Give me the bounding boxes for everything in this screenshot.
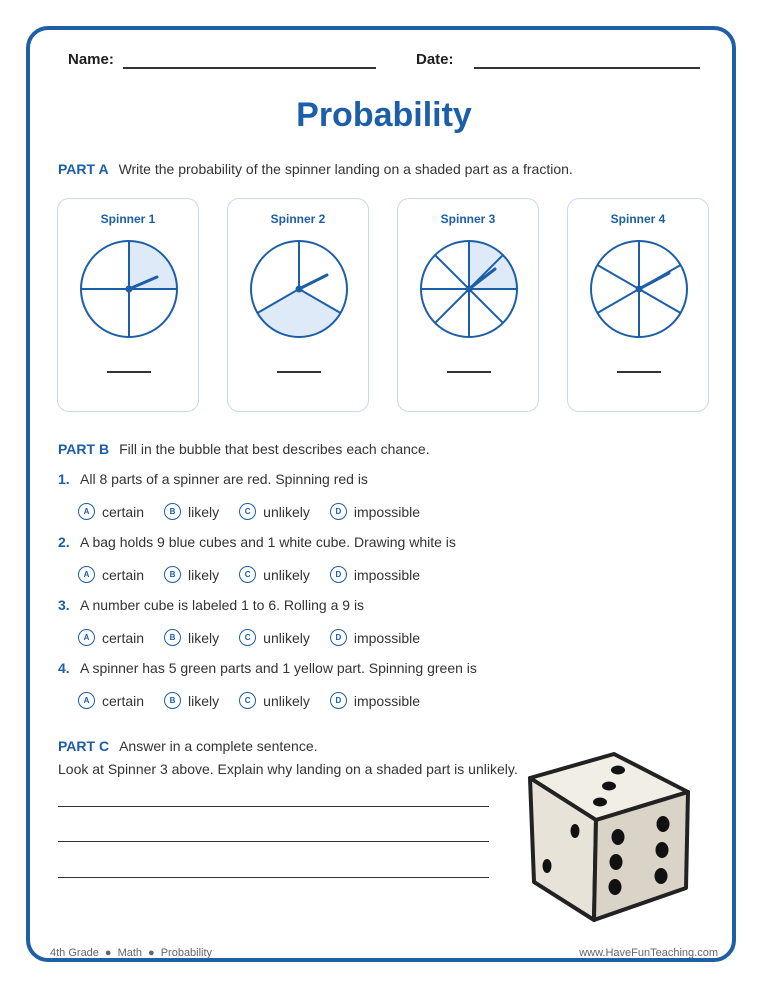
bubble-c[interactable]: C (239, 692, 256, 709)
option-text: certain (102, 566, 145, 583)
question-number: 3. (58, 597, 70, 613)
part-c-prompt: Look at Spinner 3 above. Explain why landing on a shaded part is unlikely. (58, 761, 518, 777)
option-text: likely (188, 503, 220, 520)
bubble-a[interactable]: A (78, 629, 95, 646)
part-a-instruction: Write the probability of the spinner landing on a shaded part as a fraction. (118, 161, 573, 177)
name-field[interactable] (123, 67, 376, 69)
answer-blank[interactable] (617, 371, 661, 373)
part-a-tag: PART A (58, 161, 109, 177)
answer-line-3[interactable] (58, 877, 489, 878)
spinner-label: Spinner 3 (440, 212, 496, 226)
spinner-label: Spinner 4 (610, 212, 666, 226)
option-text: impossible (353, 692, 420, 709)
option-text: likely (188, 629, 220, 646)
option-text: impossible (353, 629, 420, 646)
spinner-card-1 (57, 198, 199, 412)
bubble-c[interactable]: C (239, 566, 256, 583)
bubble-b[interactable]: B (164, 566, 181, 583)
option-b[interactable] (164, 503, 219, 520)
spinner-4-graphic (589, 239, 689, 339)
spinner-card-4 (567, 198, 709, 412)
option-a[interactable] (78, 503, 144, 520)
option-c[interactable] (239, 566, 310, 583)
option-text: certain (102, 503, 145, 520)
part-c-instruction: Answer in a complete sentence. (119, 738, 318, 754)
option-c[interactable] (239, 629, 310, 646)
bubble-d[interactable]: D (330, 566, 347, 583)
option-c[interactable] (239, 692, 310, 709)
part-c-heading (58, 738, 318, 754)
bubble-b[interactable]: B (164, 503, 181, 520)
option-a[interactable] (78, 566, 144, 583)
option-d[interactable] (330, 503, 420, 520)
option-text: certain (102, 629, 145, 646)
part-b-instruction: Fill in the bubble that best describes each chance. (119, 441, 430, 457)
option-b[interactable] (164, 629, 219, 646)
question-1-options (78, 503, 440, 520)
answer-blank[interactable] (107, 371, 151, 373)
spinner-label: Spinner 2 (270, 212, 326, 226)
option-c[interactable] (239, 503, 310, 520)
answer-line-1[interactable] (58, 806, 489, 807)
question-text: A number cube is labeled 1 to 6. Rolling a 9 is (80, 597, 365, 613)
bubble-d[interactable]: D (330, 503, 347, 520)
option-text: unlikely (263, 503, 310, 520)
question-2-options (78, 566, 440, 583)
bubble-c[interactable]: C (239, 629, 256, 646)
option-d[interactable] (330, 566, 420, 583)
option-text: likely (188, 692, 220, 709)
bubble-d[interactable]: D (330, 692, 347, 709)
option-text: unlikely (263, 692, 310, 709)
question-4 (58, 660, 477, 676)
part-c-tag: PART C (58, 738, 110, 754)
part-a-heading (58, 161, 573, 177)
footer-breadcrumb (50, 947, 212, 959)
option-text: certain (102, 692, 145, 709)
page-title: Probability (296, 96, 472, 134)
option-text: impossible (353, 503, 420, 520)
footer-subject: Math (117, 947, 143, 959)
spinner-1-graphic (79, 239, 179, 339)
option-text: unlikely (263, 629, 310, 646)
answer-blank[interactable] (447, 371, 491, 373)
answer-line-2[interactable] (58, 841, 489, 842)
bubble-a[interactable]: A (78, 692, 95, 709)
footer-grade: 4th Grade (50, 947, 99, 959)
spinner-label: Spinner 1 (100, 212, 156, 226)
spinner-3-graphic (419, 239, 519, 339)
question-3 (58, 597, 364, 613)
bubble-b[interactable]: B (164, 629, 181, 646)
bubble-b[interactable]: B (164, 692, 181, 709)
option-b[interactable] (164, 692, 219, 709)
question-text: A bag holds 9 blue cubes and 1 white cube. Drawing white is (80, 534, 456, 550)
question-1 (58, 471, 368, 487)
question-3-options (78, 629, 440, 646)
bullet-icon: ● (104, 947, 112, 959)
spinner-card-2 (227, 198, 369, 412)
question-number: 1. (58, 471, 70, 487)
question-number: 4. (58, 660, 70, 676)
part-b-tag: PART B (58, 441, 110, 457)
date-field[interactable] (474, 67, 700, 69)
question-4-options (78, 692, 440, 709)
bubble-a[interactable]: A (78, 503, 95, 520)
dice-icon (522, 748, 698, 928)
answer-blank[interactable] (277, 371, 321, 373)
spinner-card-3 (397, 198, 539, 412)
footer-site: www.HaveFunTeaching.com (579, 947, 718, 959)
footer-topic: Probability (160, 947, 213, 959)
spinner-2-graphic (249, 239, 349, 339)
date-label: Date: (416, 51, 454, 68)
option-text: likely (188, 566, 220, 583)
option-d[interactable] (330, 692, 420, 709)
part-b-heading (58, 441, 430, 457)
option-a[interactable] (78, 629, 144, 646)
option-a[interactable] (78, 692, 144, 709)
bubble-c[interactable]: C (239, 503, 256, 520)
bubble-a[interactable]: A (78, 566, 95, 583)
option-d[interactable] (330, 629, 420, 646)
bullet-icon: ● (148, 947, 155, 959)
question-text: A spinner has 5 green parts and 1 yellow part. Spinning green is (80, 660, 477, 676)
option-b[interactable] (164, 566, 219, 583)
question-text: All 8 parts of a spinner are red. Spinning red is (80, 471, 368, 487)
option-text: unlikely (263, 566, 310, 583)
bubble-d[interactable]: D (330, 629, 347, 646)
question-number: 2. (58, 534, 70, 550)
question-2 (58, 534, 456, 550)
option-text: impossible (353, 566, 420, 583)
name-label: Name: (68, 51, 114, 68)
